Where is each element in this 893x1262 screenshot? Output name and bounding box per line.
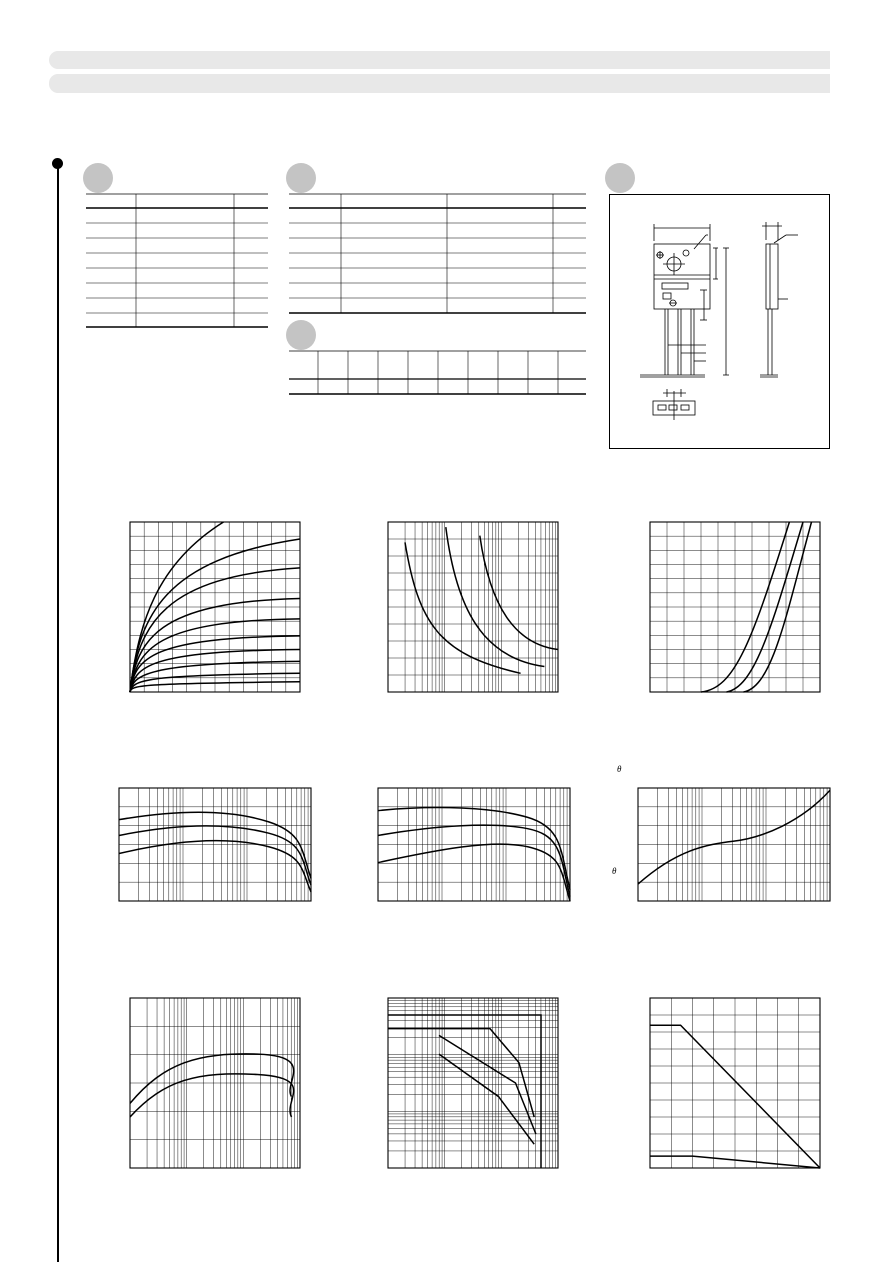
- input-characteristics: [650, 522, 820, 692]
- gain-vs-current-1-curve-1: [119, 812, 311, 878]
- thermal-impedance-symbol-axis: θ: [612, 866, 617, 876]
- thermal-impedance-grid: [638, 788, 830, 901]
- frequency-response-curve-2: [130, 1074, 294, 1117]
- safe-operating-area-curve-2: [388, 1029, 534, 1117]
- output-characteristics: [130, 522, 300, 692]
- gain-vs-current-1-curve-2: [119, 826, 311, 885]
- gain-vs-current-1: [119, 788, 311, 901]
- frequency-response-grid: [130, 998, 300, 1168]
- gain-vs-current-2-curve-3: [378, 844, 570, 901]
- safe-operating-area: [388, 998, 558, 1168]
- gain-vs-current-1-grid: [119, 788, 311, 901]
- safe-operating-area-curve-1: [388, 1015, 541, 1168]
- thermal-impedance-symbol-top: θ: [617, 764, 622, 774]
- transfer-log-curve-3: [480, 536, 558, 650]
- gain-vs-current-2: [378, 788, 570, 901]
- thermal-impedance-curve-1: [638, 790, 830, 884]
- power-derating: [650, 998, 820, 1168]
- thermal-impedance: [612, 764, 830, 901]
- transfer-log: [388, 522, 558, 692]
- safe-operating-area-curve-3: [439, 1035, 536, 1134]
- gain-vs-current-2-curve-1: [378, 808, 570, 890]
- frequency-response: [130, 998, 300, 1168]
- gain-vs-current-2-grid: [378, 788, 570, 901]
- frequency-response-curve-1: [130, 1054, 294, 1103]
- gain-vs-current-2-curve-2: [378, 825, 570, 896]
- gain-vs-current-1-curve-3: [119, 841, 311, 892]
- transfer-log-grid: [388, 522, 558, 692]
